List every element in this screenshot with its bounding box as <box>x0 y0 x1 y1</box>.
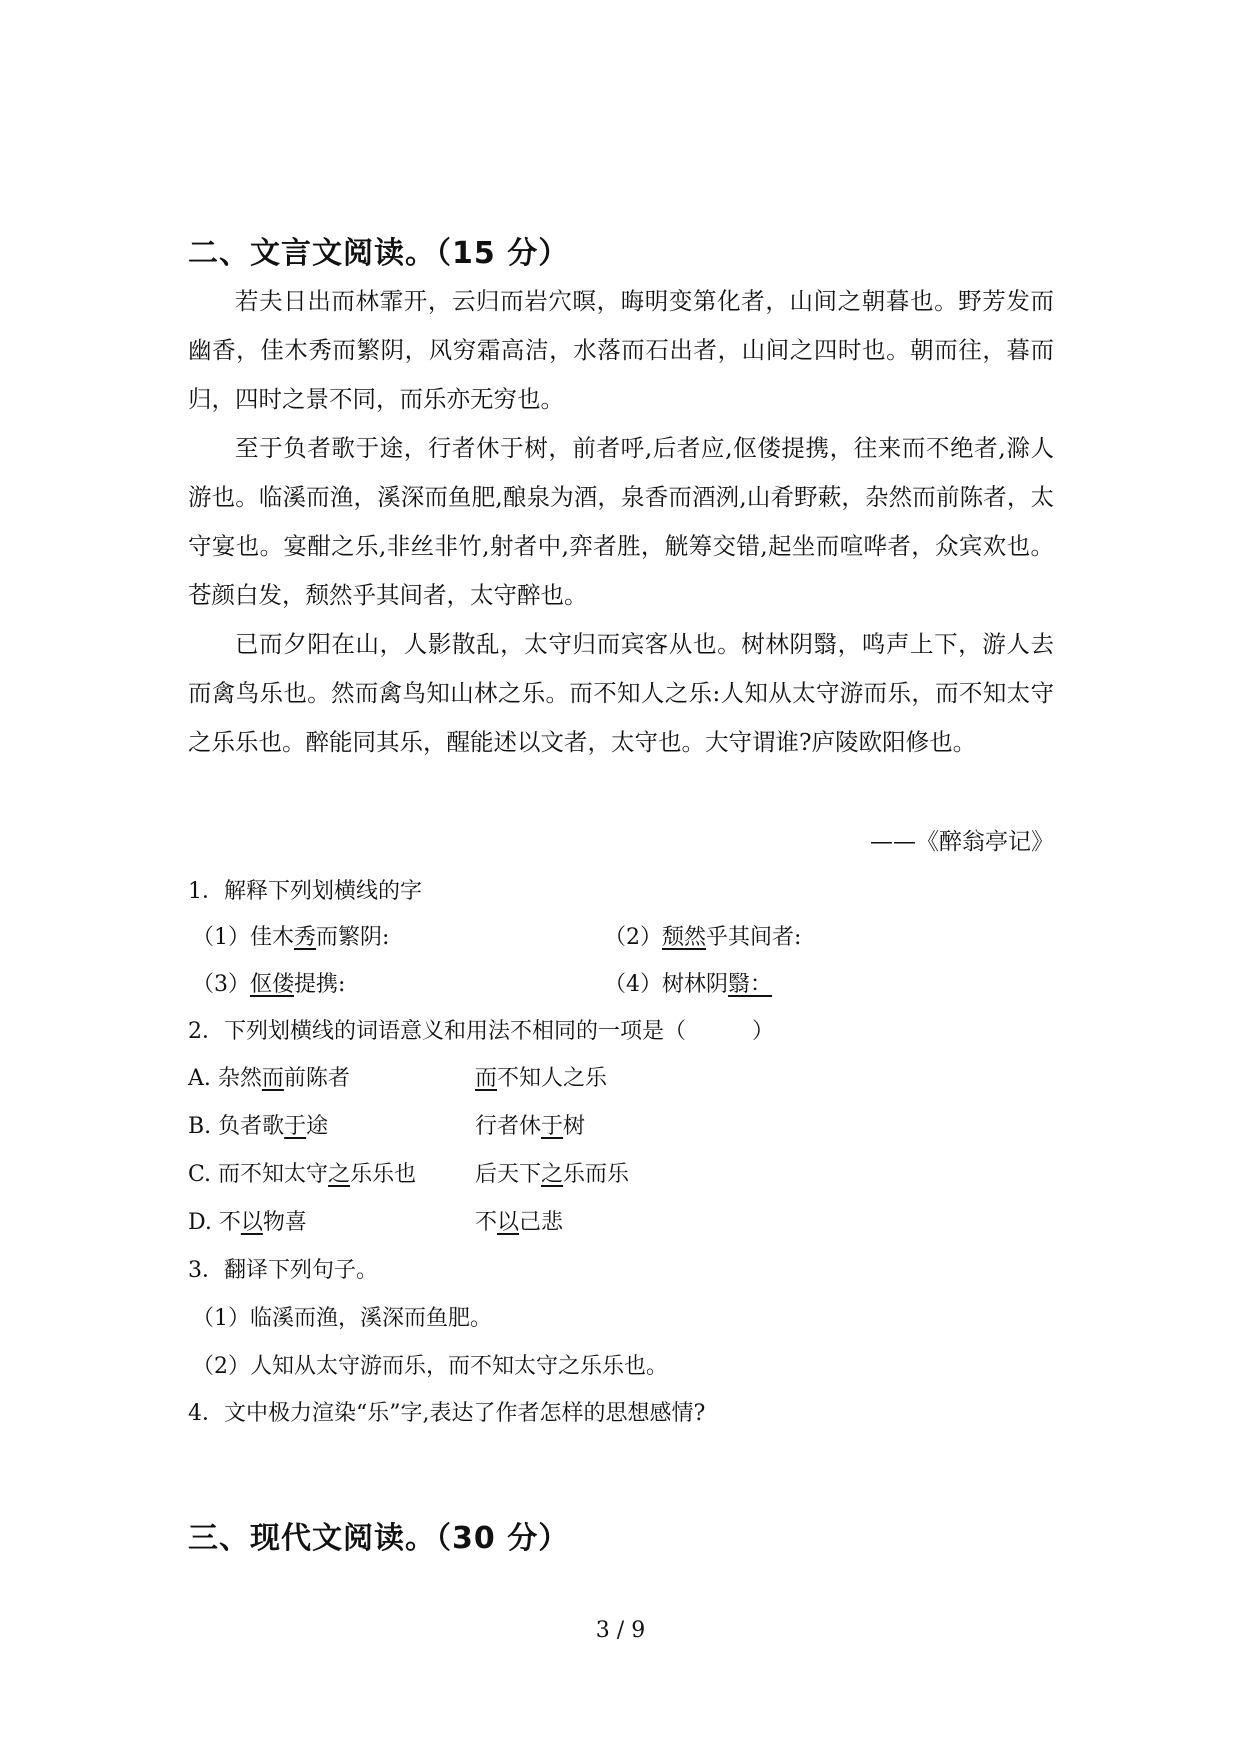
option-c-left: C. 而不知太守之乐乐也 <box>188 1162 417 1187</box>
question-3-item: （1）临溪而渔，溪深而鱼肥。 <box>192 1306 492 1331</box>
section-heading-modern: 三、现代文阅读。（30 分） <box>188 1521 570 1556</box>
question-3-item: （2）人知从太守游而乐，而不知太守之乐乐也。 <box>192 1354 668 1379</box>
option-b-right: 行者休于树 <box>475 1114 586 1139</box>
question-2-title: 2．下列划横线的词语意义和用法不相同的一项是（ ） <box>188 1019 774 1044</box>
passage-paragraph: 至于负者歌于途，行者休于树，前者呼,后者应,伛偻提携，往来而不绝者,滁人游也。临溪而渔，溪深而鱼肥,酿泉为酒，泉香而酒洌,山肴野蔌，杂然而前陈者，太守宴也。宴酣之乐,非丝非竹,射者中,弈者胜，觥筹交错,起坐而喧哗者，众宾欢也。苍颜白发，颓然乎其间者，太守醉也。 <box>188 434 1054 609</box>
question-1-item: （4）树林阴翳： <box>604 972 773 997</box>
option-b-left: B. 负者歌于途 <box>188 1114 329 1139</box>
passage-paragraph: 若夫日出而林霏开，云归而岩穴暝，晦明变第化者，山间之朝暮也。野芳发而幽香，佳木秀而繁阴，风穷霜高洁，水落而石出者，山间之四时也。朝而往，暮而归，四时之景不同，而乐亦无穷也。 <box>188 287 1054 413</box>
question-1-item: （1）佳木秀而繁阴: <box>192 925 390 950</box>
option-a-right: 而不知人之乐 <box>475 1066 608 1091</box>
option-c-right: 后天下之乐而乐 <box>475 1162 630 1187</box>
question-1-title: 1．解释下列划横线的字 <box>188 879 422 904</box>
question-3-title: 3．翻译下列句子。 <box>188 1258 378 1283</box>
classical-passage <box>188 277 1054 767</box>
option-d-left: D. 不以物喜 <box>188 1210 307 1235</box>
option-d-right: 不以己悲 <box>475 1210 564 1235</box>
question-1-item: （2）颓然乎其间者: <box>604 925 802 950</box>
option-a-left: A. 杂然而前陈者 <box>188 1066 350 1091</box>
question-4-title: 4．文中极力渲染“乐”字,表达了作者怎样的思想感情? <box>188 1401 706 1426</box>
passage-paragraph: 已而夕阳在山，人影散乱，太守归而宾客从也。树林阴翳，鸣声上下，游人去而禽鸟乐也。然而禽鸟知山林之乐。而不知人之乐:人知从太守游而乐，而不知太守之乐乐也。醉能同其乐，醒能述以文者，太守也。大守谓谁?庐陵欧阳修也。 <box>188 630 1054 756</box>
passage-source: ——《醉翁亭记》 <box>870 829 1054 855</box>
section-heading-classical: 二、文言文阅读。（15 分） <box>188 236 570 271</box>
page-number: 3 / 9 <box>595 1618 646 1643</box>
question-1-item: （3）伛偻提携: <box>192 972 346 997</box>
